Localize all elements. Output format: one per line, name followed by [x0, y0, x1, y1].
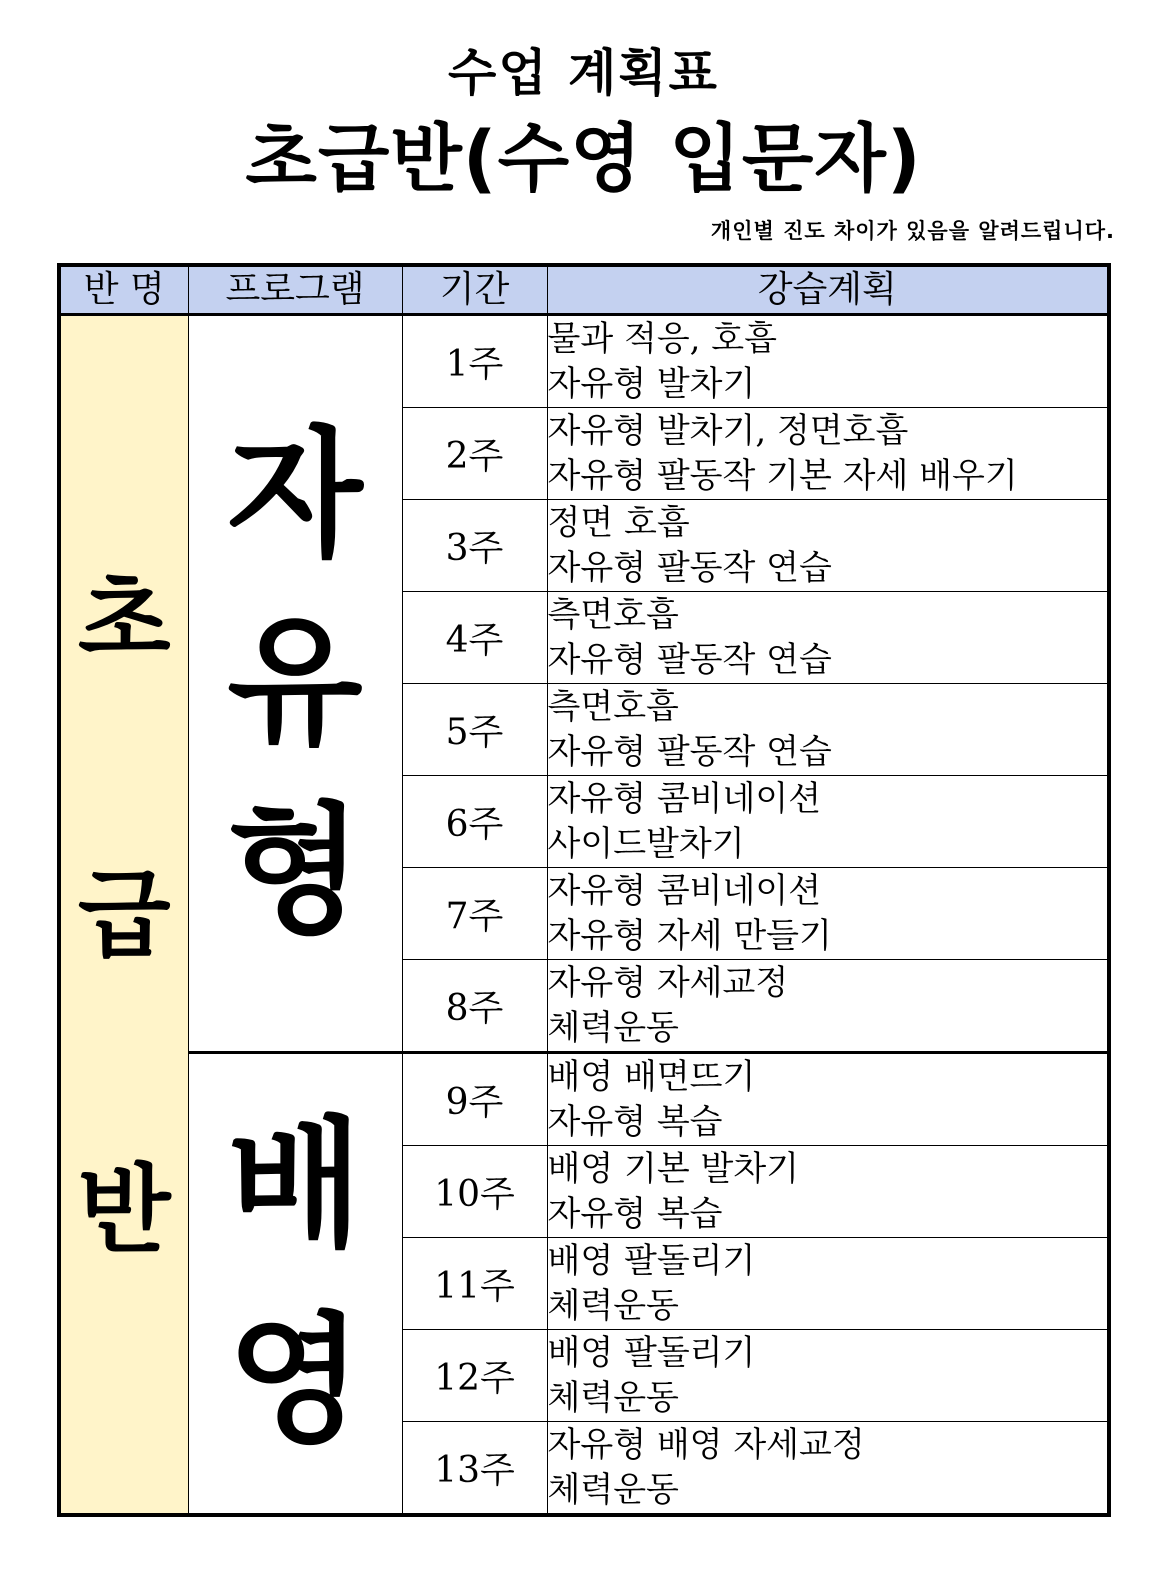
header-period: 기간 [402, 265, 547, 315]
plan-line: 체력운동 [547, 1285, 679, 1326]
week-cell: 6주 [402, 776, 547, 868]
plan-line: 자유형 배영 자세교정 [547, 1424, 865, 1465]
class-name-char: 급 [77, 858, 171, 971]
plan-line: 배영 팔돌리기 [547, 1240, 756, 1281]
plan-cell [547, 1330, 1109, 1422]
week-cell: 7주 [402, 868, 547, 960]
program-char: 영 [227, 1299, 363, 1463]
week-cell: 2주 [402, 408, 547, 500]
week-cell: 10주 [402, 1146, 547, 1238]
plan-cell [547, 684, 1109, 776]
plan-line: 자유형 복습 [547, 1101, 723, 1142]
plan-line: 자유형 팔동작 연습 [547, 547, 832, 588]
plan-cell [547, 1053, 1109, 1146]
plan-line: 체력운동 [547, 1469, 679, 1510]
plan-line: 자유형 콤비네이션 [547, 870, 822, 911]
plan-line: 자유형 팔동작 연습 [547, 731, 832, 772]
plan-line: 자유형 복습 [547, 1193, 723, 1234]
week-cell: 8주 [402, 960, 547, 1053]
plan-cell [547, 592, 1109, 684]
program-char: 자 [227, 413, 363, 577]
lesson-plan-table [57, 263, 1111, 1517]
plan-cell [547, 315, 1109, 408]
plan-line: 체력운동 [547, 1007, 679, 1048]
class-name-char: 반 [77, 1153, 171, 1266]
page-subtitle: 초급반(수영 입문자) [245, 116, 922, 202]
class-name-char: 초 [77, 563, 171, 676]
page-title: 수업 계획표 [448, 44, 719, 102]
plan-line: 자유형 발차기, 정면호흡 [547, 410, 909, 451]
plan-line: 배영 배면뜨기 [547, 1056, 756, 1097]
plan-cell [547, 408, 1109, 500]
plan-cell [547, 1238, 1109, 1330]
week-cell: 11주 [402, 1238, 547, 1330]
plan-line: 자유형 발차기 [547, 363, 756, 404]
program-freestyle-cell [188, 315, 402, 1053]
plan-line: 자유형 팔동작 연습 [547, 639, 832, 680]
program-char: 배 [227, 1103, 363, 1267]
plan-line: 측면호흡 [547, 594, 679, 635]
plan-cell [547, 1422, 1109, 1516]
plan-cell [547, 500, 1109, 592]
program-char: 형 [227, 789, 363, 953]
plan-line: 측면호흡 [547, 686, 679, 727]
plan-line: 자유형 콤비네이션 [547, 778, 822, 819]
program-char: 유 [227, 601, 363, 765]
plan-line: 배영 기본 발차기 [547, 1148, 800, 1189]
week-cell: 1주 [402, 315, 547, 408]
plan-line: 자유형 자세교정 [547, 962, 789, 1003]
week-cell: 12주 [402, 1330, 547, 1422]
table-row [59, 315, 1109, 408]
plan-cell [547, 868, 1109, 960]
plan-line: 자유형 자세 만들기 [547, 915, 832, 956]
week-cell: 13주 [402, 1422, 547, 1516]
week-cell: 4주 [402, 592, 547, 684]
header-plan: 강습계획 [547, 265, 1109, 315]
week-cell: 5주 [402, 684, 547, 776]
plan-cell [547, 776, 1109, 868]
plan-line: 배영 팔돌리기 [547, 1332, 756, 1373]
plan-line: 물과 적응, 호흡 [547, 318, 777, 359]
plan-cell [547, 1146, 1109, 1238]
plan-line: 정면 호흡 [547, 502, 690, 543]
class-name-cell [59, 315, 188, 1516]
table-row [59, 1053, 1109, 1146]
plan-cell [547, 960, 1109, 1053]
week-cell: 3주 [402, 500, 547, 592]
week-cell: 9주 [402, 1053, 547, 1146]
plan-line: 자유형 팔동작 기본 자세 배우기 [547, 455, 1018, 496]
program-backstroke-cell [188, 1053, 402, 1516]
header-program: 프로그램 [188, 265, 402, 315]
notice-text: 개인별 진도 차이가 있음을 알려드립니다. [710, 219, 1115, 243]
header-class-name: 반 명 [59, 265, 188, 315]
table-header-row [59, 265, 1109, 315]
plan-line: 체력운동 [547, 1377, 679, 1418]
plan-line: 사이드발차기 [547, 823, 745, 864]
